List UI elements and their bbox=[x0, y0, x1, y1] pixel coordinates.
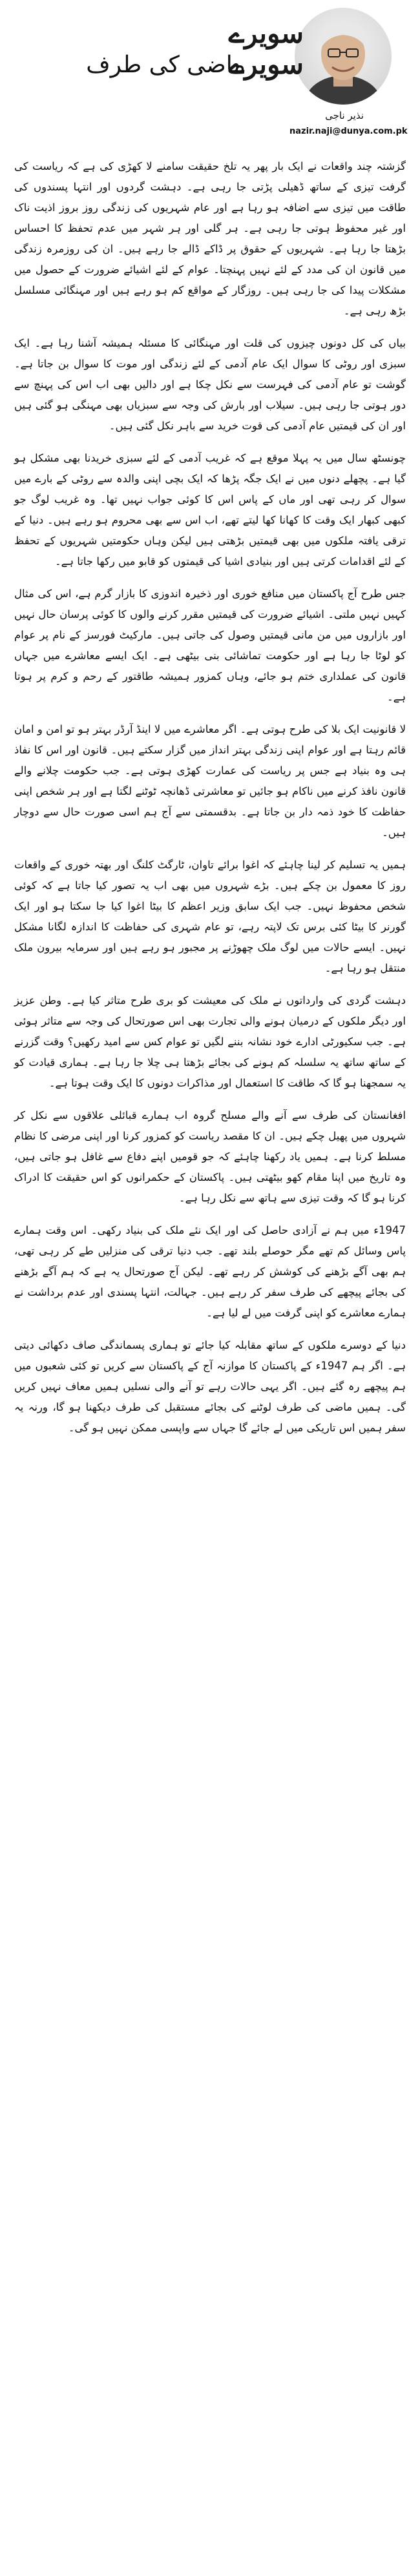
paragraph: 1947ء میں ہم نے آزادی حاصل کی اور ایک نئے ملک کی بنیاد رکھی۔ اس وقت ہمارے پاس وسائل کم تھے مگر حوصلے بلند تھے۔ جب دنیا ترقی کی منزلیں طے کر رہی تھی، ہم بھی آگے بڑھنے کی کوشش کر رہے تھے۔ لیکن آج صورتحال یہ ہے کہ ہم آگے بڑھنے کی بجائے پیچھے کی طرف سفر کر رہے ہیں۔ جہالت، انتہا پسندی اور عدم برداشت نے ہمارے معاشرے کو اپنی گرفت میں لے لیا ہے۔ bbox=[14, 1224, 406, 1319]
paragraph: گزشتہ چند واقعات نے ایک بار پھر یہ تلخ حقیقت سامنے لا کھڑی کی ہے کہ ریاست کی گرفت تیزی کے ساتھ ڈھیلی پڑتی جا رہی ہے۔ دہشت گردوں اور انتہا پسندوں کی طاقت میں تیزی سے اضافہ ہو رہا ہے اور عام شہریوں کی زندگی روز بروز اذیت ناک اور غیر محفوظ ہوتی جا رہی ہے۔ ہر گلی اور ہر شہر میں عدم تحفظ کا احساس بڑھتا جا رہا ہے۔ شہریوں کے حقوق پر ڈاکے ڈالے جا رہے ہیں۔ ان کی روزمرہ زندگی میں قانون ان کی مدد کے لئے نہیں پہنچتا۔ عوام کے لئے اشیائے ضرورت کے حصول میں مشکلات پیدا کی جا رہی ہیں۔ روزگار کے مواقع کم ہو رہے ہیں اور مہنگائی مسلسل بڑھ رہی ہے۔ bbox=[14, 160, 406, 317]
paragraph: دہشت گردی کی وارداتوں نے ملک کی معیشت کو بری طرح متاثر کیا ہے۔ وطن عزیز اور دیگر ملکوں کے درمیان ہونے والی تجارت بھی اس صورتحال کی وجہ سے متاثر ہوئی ہے۔ جب سکیورٹی ادارے خود نشانہ بننے لگیں تو عوام کس سے امید رکھیں؟ وقت گزرنے کے ساتھ ساتھ یہ سلسلہ کم ہونے کی بجائے بڑھتا ہی چلا جا رہا ہے۔ ہماری قیادت کو یہ سمجھنا ہو گا کہ طاقت کا استعمال اور مذاکرات دونوں کا ایک وقت ہوتا ہے۔ bbox=[14, 994, 406, 1089]
author-portrait-illustration bbox=[295, 8, 392, 105]
paragraph: چونسٹھ سال میں یہ پہلا موقع ہے کہ غریب آدمی کے لئے سبزی خریدنا بھی مشکل ہو گیا ہے۔ پچھلے دنوں میں نے ایک جگہ پڑھا کہ ایک بچی اپنی والدہ سے روٹی کے بارے میں سوال کر رہی تھی اور ماں کے پاس اس کا کوئی جواب نہیں تھا۔ وہ غریب لوگ جو کبھی کبھار ایک وقت کا کھانا کھا لیتے تھے، اب اس سے بھی محروم ہو رہے ہیں۔ دنیا کے ترقی یافتہ ملکوں میں بھی قیمتیں بڑھتی ہیں لیکن وہاں حکومتیں شہریوں کے تحفظ کے لئے اقدامات کرتی ہیں اور بنیادی اشیا کی قیمتوں کو قابو میں رکھا جاتا ہے۔ bbox=[14, 452, 406, 567]
author-email: nazir.naji@dunya.com.pk bbox=[289, 127, 408, 136]
author-name: نذیر ناجی bbox=[325, 110, 364, 121]
column-header bbox=[0, 0, 420, 150]
paragraph: افغانستان کی طرف سے آنے والے مسلح گروہ اب ہمارے قبائلی علاقوں سے نکل کر شہروں میں پھیل چکے ہیں۔ ان کا مقصد ریاست کو کمزور کرنا اور اپنی مرضی کا نظام مسلط کرنا ہے۔ ہمیں یاد رکھنا چاہئے کہ جو قومیں اپنے دفاع سے غافل ہو جاتی ہیں، وہ تاریخ میں اپنا مقام کھو بیٹھتی ہیں۔ پاکستان کے حکمرانوں کو اس حقیقت کا ادراک کرنا ہو گا کہ وقت تیزی سے ہاتھ سے نکل رہا ہے۔ bbox=[14, 1109, 406, 1204]
column-name: سویرے سویرے bbox=[228, 17, 304, 80]
author-portrait bbox=[295, 8, 392, 105]
article-title: ماضی کی طرف bbox=[86, 52, 246, 78]
article-body bbox=[14, 156, 406, 1450]
paragraph: دنیا کے دوسرے ملکوں کے ساتھ مقابلہ کیا جائے تو ہماری پسماندگی صاف دکھائی دیتی ہے۔ اگر ہم 1947ء کے پاکستان کا موازنہ آج کے پاکستان سے کریں تو کئی شعبوں میں ہم پیچھے رہ گئے ہیں۔ اگر یہی حالات رہے تو آنے والی نسلیں ہمیں معاف نہیں کریں گی۔ ہمیں ماضی کی طرف لوٹنے کی بجائے مستقبل کی طرف دیکھنا ہو گا، ورنہ یہ سفر ہمیں اس تاریکی میں لے جائے گا جہاں سے واپسی ممکن نہیں ہو گی۔ bbox=[14, 1339, 406, 1434]
paragraph: بیاں کی کل دونوں چیزوں کی قلت اور مہنگائی کا مسئلہ ہمیشہ آشنا رہا ہے۔ ایک سبزی اور روٹی کا سوال ایک عام آدمی کے لئے زندگی اور موت کا سوال بن جاتا ہے۔ گوشت تو عام آدمی کی فہرست سے نکل چکا ہے اور دالیں بھی اب اس کی پہنچ سے دور ہوتی جا رہی ہیں۔ سیلاب اور بارش کی وجہ سے سبزیاں بھی مہنگی ہو گئی ہیں اور ان کی قیمتیں عام آدمی کی قوت خرید سے باہر نکل گئی ہیں۔ bbox=[14, 337, 406, 432]
paragraph: لا قانونیت ایک بلا کی طرح ہوتی ہے۔ اگر معاشرے میں لا اینڈ آرڈر بہتر ہو تو امن و امان قائم رہتا ہے اور عوام اپنی زندگی بہتر انداز میں گزار سکتے ہیں۔ قانون اور اس کا نفاذ ہی وہ بنیاد ہے جس پر ریاست کی عمارت کھڑی ہوتی ہے۔ جب حکومت چلانے والے قانون نافذ کرنے میں ناکام ہو جائیں تو معاشرتی ڈھانچہ ٹوٹنے لگتا ہے اور ہر شخص اپنی حفاظت کا خود ذمہ دار بن جاتا ہے۔ بدقسمتی سے آج ہم اسی صورت حال سے دوچار ہیں۔ bbox=[14, 723, 406, 839]
paragraph: ہمیں یہ تسلیم کر لینا چاہئے کہ اغوا برائے تاوان، ٹارگٹ کلنگ اور بھتہ خوری کے واقعات روز کا معمول بن چکے ہیں۔ بڑے شہروں میں بھی اب یہ تصور کیا جاتا ہے کہ کوئی شخص محفوظ نہیں۔ جب ایک سابق وزیر اعظم کا بیٹا اغوا کیا جا سکتا ہو اور ایک گورنر کا بیٹا کئی برس تک لاپتہ رہے، تو عام شہری کی حفاظت کا اندازہ لگانا مشکل نہیں۔ ایسے حالات میں لوگ ملک چھوڑنے پر مجبور ہو رہے ہیں اور سرمایہ بیرون ملک منتقل ہو رہا ہے۔ bbox=[14, 859, 406, 974]
paragraph: جس طرح آج پاکستان میں منافع خوری اور ذخیرہ اندوزی کا بازار گرم ہے، اس کی مثال کہیں نہیں ملتی۔ اشیائے ضرورت کی قیمتیں مقرر کرنے والوں کا کوئی پرسان حال نہیں اور بازاروں میں من مانی قیمتیں وصول کی جاتی ہیں۔ مارکیٹ فورسز کے نام پر عوام کو لوٹا جا رہا ہے اور حکومت تماشائی بنی بیٹھی ہے۔ ایک ایسے معاشرے میں جہاں قانون کی عملداری ختم ہو جائے، وہاں کمزور ہمیشہ طاقتور کے رحم و کرم پر ہوتا ہے۔ bbox=[14, 588, 406, 703]
